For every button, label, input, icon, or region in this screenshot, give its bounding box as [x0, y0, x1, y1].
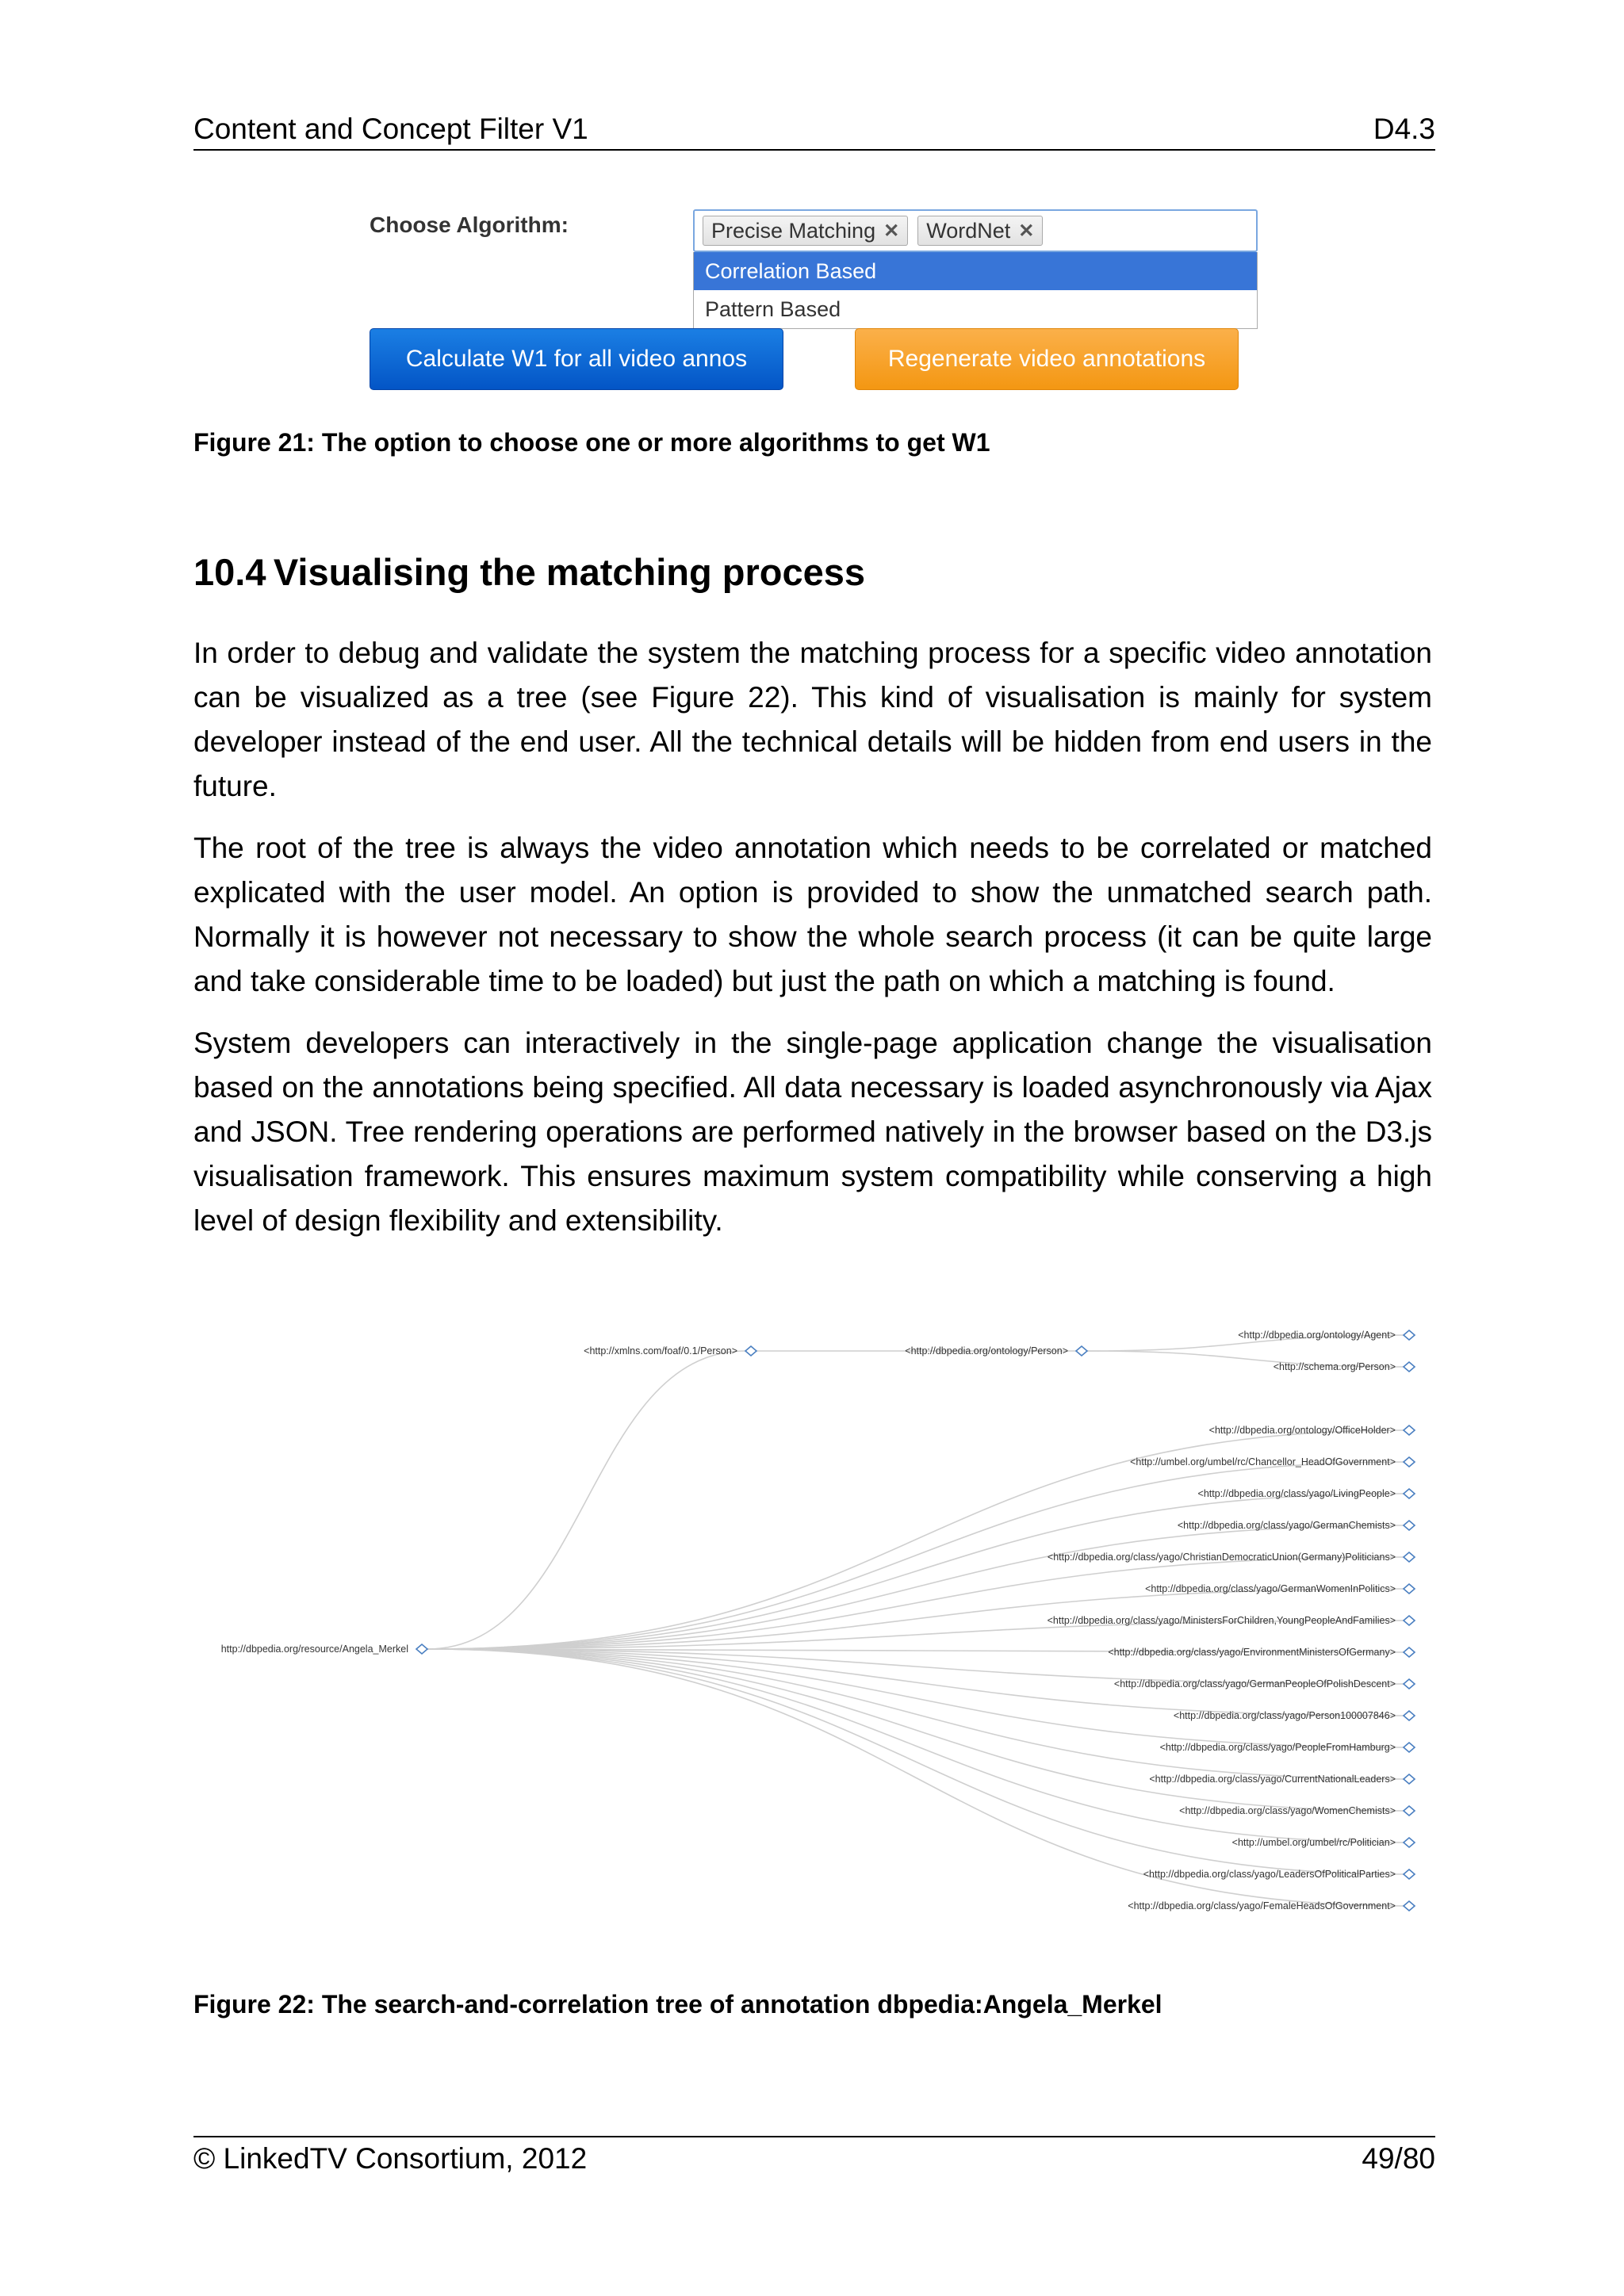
- tree-node-icon[interactable]: [1404, 1616, 1415, 1625]
- tree-leaf-node: <http://dbpedia.org/class/yago/EnvironmentMinistersOfGermany>: [1108, 1647, 1396, 1658]
- tree-node-icon[interactable]: [1404, 1711, 1415, 1720]
- tree-link: [427, 1649, 1404, 1811]
- tree-node-icon[interactable]: [1404, 1521, 1415, 1530]
- remove-tag-icon[interactable]: ✕: [883, 220, 900, 242]
- tree-leaf-node: <http://dbpedia.org/class/yago/GermanPeopleOfPolishDescent>: [1113, 1678, 1396, 1689]
- tree-leaf-node: <http://dbpedia.org/ontology/Agent>: [1238, 1330, 1396, 1341]
- tree-leaf-node: <http://dbpedia.org/class/yago/CurrentNationalLeaders>: [1149, 1774, 1396, 1785]
- tree-node-icon[interactable]: [1404, 1489, 1415, 1498]
- tree-link: [427, 1351, 745, 1649]
- tag-precise-matching: [703, 216, 908, 246]
- choose-algorithm-label: Choose Algorithm:: [370, 212, 569, 237]
- tree-node-icon[interactable]: [1404, 1584, 1415, 1594]
- tree-leaf-node: <http://umbel.org/umbel/rc/Politician>: [1231, 1837, 1396, 1848]
- tree-leaf-node: <http://schema.org/Person>: [1273, 1361, 1396, 1372]
- tree-node-icon[interactable]: [745, 1346, 756, 1356]
- tag-wordnet: [917, 216, 1043, 246]
- paragraph-1: In order to debug and validate the system the matching process for a specific video annotation can be visualized as a tree (see Figure 22). This kind of visualisation is mainly for system developer instead of the end user. All the technical details will be hidden from end users in the future.: [193, 637, 1432, 802]
- paragraph-2: The root of the tree is always the video annotation which needs to be correlated or matched explicated with the user model. An option is provided to show the unmatched search path. Normally it is however not necessary to show the whole search process (it can be quite large and take considerable time to be loaded) but just the path on which a matching is found.: [193, 832, 1432, 997]
- tree-node-icon[interactable]: [1404, 1362, 1415, 1372]
- tree-node-icon[interactable]: [1404, 1330, 1415, 1340]
- tree-node-icon[interactable]: [1404, 1425, 1415, 1435]
- option-pattern-based[interactable]: Pattern Based: [705, 297, 841, 321]
- footer-page-number: 49/80: [1362, 2142, 1435, 2175]
- tree-leaf-node: <http://umbel.org/umbel/rc/Chancellor_HeadOfGovernment>: [1130, 1456, 1396, 1468]
- figure22-caption: Figure 22: The search-and-correlation tree of annotation dbpedia:Angela_Merkel: [193, 1990, 1162, 2019]
- tree-node-icon[interactable]: [1404, 1806, 1415, 1816]
- tree-node-icon[interactable]: [1404, 1774, 1415, 1784]
- figure21-caption: Figure 21: The option to choose one or more algorithms to get W1: [193, 428, 990, 457]
- calculate-w1-button[interactable]: Calculate W1 for all video annos: [370, 328, 783, 390]
- paragraph-3: System developers can interactively in the single-page application change the visualisation based on the annotations being specified. All data necessary is loaded asynchronously via Ajax and JSON. Tree rendering operations are performed natively in the browser based on the D3.js visualisation framework. This ensures maximum system compatibility while conserving a high level of design flexibility and extensibility.: [193, 1027, 1432, 1237]
- regenerate-annotations-button[interactable]: Regenerate video annotations: [855, 328, 1239, 390]
- tree-node-icon[interactable]: [1404, 1869, 1415, 1879]
- correlation-tree: [167, 1316, 1435, 1919]
- tree-leaf-node: <http://dbpedia.org/class/yago/GermanWomenInPolitics>: [1145, 1583, 1396, 1594]
- tree-node-icon[interactable]: [1404, 1679, 1415, 1689]
- tree-leaf-node: <http://dbpedia.org/class/yago/FemaleHeadsOfGovernment>: [1128, 1900, 1396, 1911]
- tag-label: Precise Matching: [711, 218, 876, 243]
- tree-leaf-node: <http://dbpedia.org/class/yago/GermanChemists>: [1177, 1520, 1396, 1531]
- tree-leaf-node: <http://dbpedia.org/class/yago/LeadersOfPoliticalParties>: [1143, 1869, 1396, 1880]
- tree-leaf-node: <http://dbpedia.org/class/yago/WomenChemists>: [1179, 1805, 1396, 1816]
- tree-branch-node: <http://dbpedia.org/ontology/Person>: [905, 1345, 1068, 1357]
- tag-label: WordNet: [926, 218, 1011, 243]
- header-doc-id: D4.3: [1373, 113, 1435, 145]
- tree-node-icon[interactable]: [1404, 1838, 1415, 1847]
- tree-node-icon[interactable]: [416, 1644, 427, 1654]
- tree-leaf-node: <http://dbpedia.org/class/yago/Person100007846>: [1173, 1710, 1396, 1721]
- algorithm-chooser-figure: [370, 208, 1258, 390]
- algorithm-multiselect[interactable]: [693, 209, 1258, 252]
- header-title: Content and Concept Filter V1: [193, 113, 588, 145]
- tree-node-icon[interactable]: [1404, 1552, 1415, 1562]
- tree-node-icon[interactable]: [1404, 1457, 1415, 1467]
- option-correlation-based[interactable]: Correlation Based: [694, 252, 1257, 290]
- tree-node-icon[interactable]: [1076, 1346, 1087, 1356]
- tree-leaf-node: <http://dbpedia.org/class/yago/MinistersForChildren,YoungPeopleAndFamilies>: [1047, 1615, 1396, 1626]
- tree-node-icon[interactable]: [1404, 1743, 1415, 1752]
- tree-leaf-node: <http://dbpedia.org/class/yago/ChristianDemocraticUnion(Germany)Politicians>: [1047, 1552, 1396, 1563]
- algorithm-dropdown: [693, 252, 1258, 329]
- tree-branch-node: <http://xmlns.com/foaf/0.1/Person>: [584, 1345, 737, 1357]
- tree-link: [427, 1649, 1404, 1747]
- remove-tag-icon[interactable]: ✕: [1018, 220, 1035, 242]
- tree-leaf-node: <http://dbpedia.org/class/yago/LivingPeople>: [1197, 1488, 1396, 1499]
- page-header: [193, 113, 1435, 151]
- tree-leaf-node: <http://dbpedia.org/class/yago/PeopleFromHamburg>: [1159, 1742, 1396, 1753]
- tree-node-icon[interactable]: [1404, 1647, 1415, 1657]
- footer-copyright: © LinkedTV Consortium, 2012: [193, 2142, 588, 2175]
- tree-node-icon[interactable]: [1404, 1901, 1415, 1911]
- tree-root-node: http://dbpedia.org/resource/Angela_Merkel: [220, 1644, 408, 1655]
- tree-leaf-node: <http://dbpedia.org/ontology/OfficeHolder>: [1208, 1425, 1396, 1436]
- page-footer: [193, 2136, 1435, 2180]
- section-title: 10.4 Visualising the matching process: [193, 551, 866, 593]
